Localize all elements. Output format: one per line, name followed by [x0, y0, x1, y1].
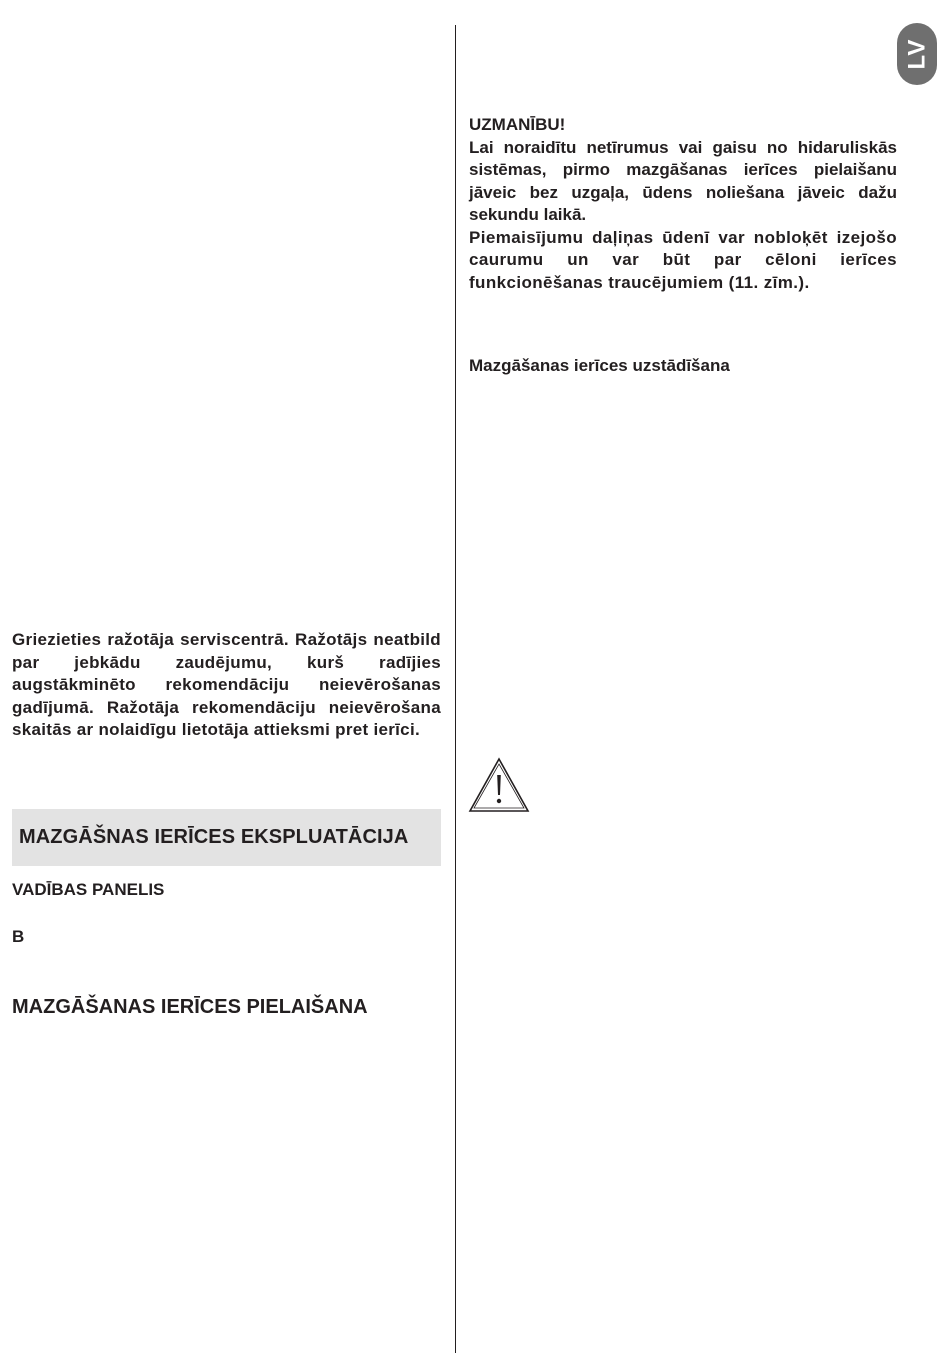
warning-paragraph-1: Lai noraidītu netīrumus vai gaisu no hidaruliskās sistēmas, pirmo mazgāšanas ierīces pielaišanu jāveic bez uzgaļa, ūdens noliešana jāveic dažu sekundu laikā. — [469, 137, 897, 224]
warning-paragraph-2: Piemaisījumu daļiņas ūdenī var nobloķēt izejošo caurumu un var būt par cēloni ierīces funkcionēšanas traucējumiem (11. zīm.). — [469, 227, 897, 292]
section-title-band — [12, 809, 441, 866]
service-note: Griezieties ražotāja serviscentrā. Ražotājs neatbild par jebkādu zaudējumu, kurš radījies augstākminēto rekomendāciju neievērošanas gadījumā. Ražotāja rekomendāciju neievērošana skaitās ar nolaidīgu lietotāja attieksmi pret ierīci. — [12, 630, 441, 739]
warning-title: UZMANĪBU! — [469, 115, 566, 134]
warning-block — [469, 114, 897, 294]
installation-heading: Mazgāšanas ierīces uzstādīšana — [469, 356, 730, 375]
section-title: MAZGĀŠNAS IERĪCES EKSPLUATĀCIJA — [19, 826, 409, 848]
warning-triangle-icon — [468, 757, 530, 813]
language-tab-label: LV — [902, 38, 930, 70]
language-tab — [897, 23, 937, 85]
label-b: B — [12, 927, 25, 946]
column-divider — [455, 25, 456, 1353]
startup-heading: MAZGĀŠANAS IERĪCES PIELAIŠANA — [12, 996, 368, 1018]
control-panel-heading: VADĪBAS PANELIS — [12, 880, 165, 899]
